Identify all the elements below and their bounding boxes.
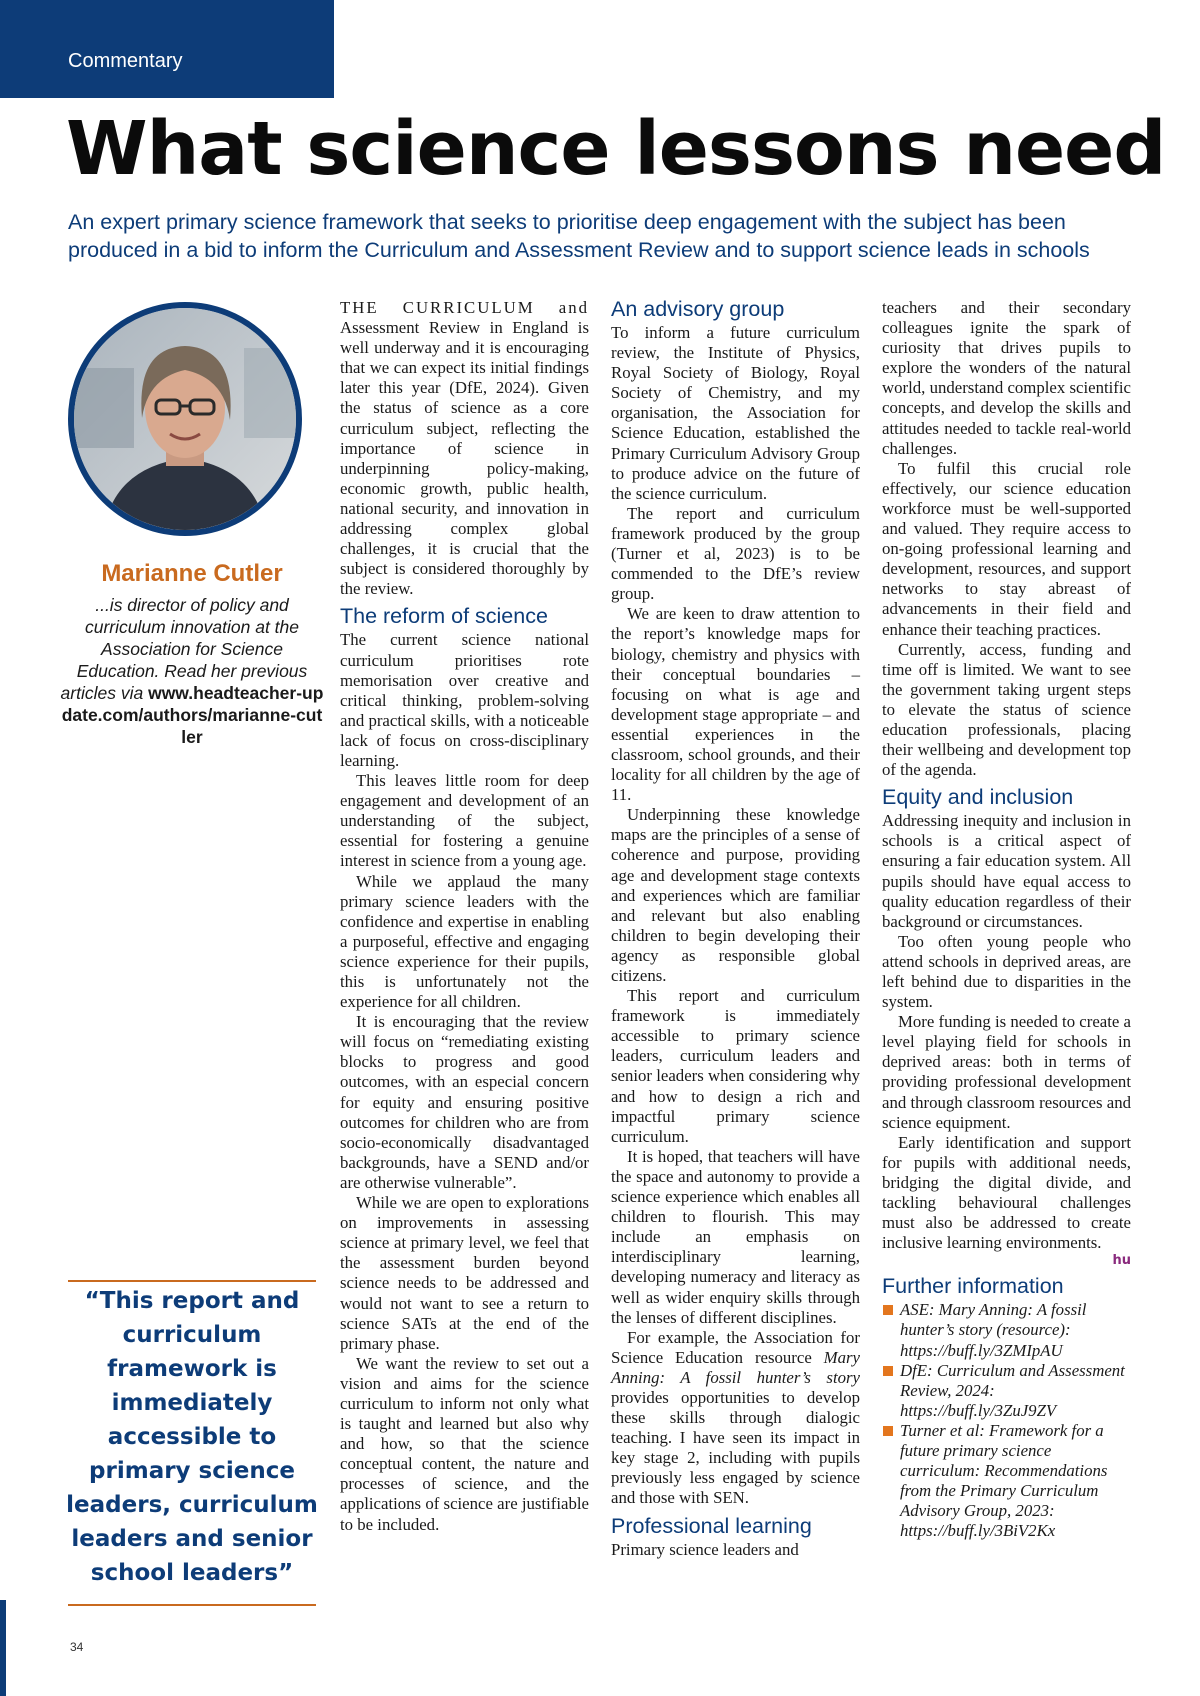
intro-body: Assessment Review in England is well underway and it is encouraging that we can expect its initial findings later this year (DfE, 2024). Given the status of science as a core curriculum subject, reflecting the importance of science in underpinning policy-making, economic growth, public health, national security, and innovation in addressing complex global challenges, it is crucial that the subject is considered thoroughly by the review. <box>340 318 589 599</box>
further-info-item[interactable]: DfE: Curriculum and Assessment Review, 2024: https://buff.ly/3ZuJ9ZV <box>882 1361 1131 1421</box>
body-paragraph: The current science national curriculum prioritises rote memorisation over creative and critical thinking, problem-solving and practical skills, with a noticeable lack of focus on cross-disciplinary learning. <box>340 630 589 770</box>
page-number: 34 <box>70 1640 84 1654</box>
heading-professional-learning: Professional learning <box>611 1513 812 1538</box>
author-bio-text: ...is director of policy and curriculum innovation at the Association for Science Education. Read her previous articles via <box>60 595 308 703</box>
author-name: Marianne Cutler <box>101 560 283 587</box>
body-paragraph: Primary science leaders and <box>611 1539 799 1559</box>
resource-title: Mary Anning: A fossil hunter’s story <box>611 1347 860 1387</box>
section-tab <box>0 0 334 98</box>
pull-quote: “This report and curriculum framework is immediately accessible to primary science leaders, curriculum leaders and senior school leaders” <box>66 1288 318 1586</box>
text-run: For example, the Association for Science Education resource <box>611 1327 860 1367</box>
body-paragraph: Underpinning these knowledge maps are the principles of a sense of coherence and purpose, providing age and development stage contexts and experiences which are familiar and relevant but also enabling children to begin developing their agency as responsible global citizens. <box>611 805 860 985</box>
body-paragraph: This leaves little room for deep engagement and development of an understanding of the subject, essential for fostering a genuine interest in science from a young age. <box>340 771 589 871</box>
article-column-1 <box>340 298 589 1535</box>
end-mark-logo: hu <box>1112 1253 1131 1269</box>
page-edge-bar <box>0 1600 6 1696</box>
body-paragraph: This report and curriculum framework is immediately accessible to primary science leaders, curriculum leaders and senior leaders when considering why and how to design a rich and impactful primary science curriculum. <box>611 986 860 1146</box>
heading-reform-of-science: The reform of science <box>340 604 548 629</box>
text-run: provides opportunities to develop these skills through dialogic teaching. I have seen its impact in key stage 2, including with pupils previously less engaged by science and those with SEN. <box>611 1387 860 1508</box>
author-bio <box>60 594 324 748</box>
body-paragraph: Currently, access, funding and time off is limited. We want to see the government taking urgent steps to elevate the status of science education professionals, placing their wellbeing and development top of the agenda. <box>882 639 1131 780</box>
further-info-item[interactable]: ASE: Mary Anning: A fossil hunter’s story (resource): https://buff.ly/3ZMIpAU <box>882 1300 1131 1360</box>
heading-advisory-group: An advisory group <box>611 297 785 321</box>
body-paragraph: While we applaud the many primary science leaders with the confidence and expertise in enabling a purposeful, effective and engaging science experience for their pupils, this is unfortunately not the experience for all children. <box>340 871 589 1012</box>
article-column-3 <box>882 298 1131 1541</box>
standfirst: An expert primary science framework that seeks to prioritise deep engagement with the subject has been produced in a bid to inform the Curriculum and Assessment Review and to support science leads in schools <box>68 210 1090 262</box>
body-paragraph: It is hoped, that teachers will have the space and autonomy to provide a science experience which enables all children to flourish. This may include an emphasis on interdisciplinary learning, developing numeracy and literacy as well as wider enquiry skills through the lenses of different disciplines. <box>611 1146 860 1327</box>
intro-lead-caps: THE CURRICULUM and <box>340 298 589 317</box>
further-info-item[interactable]: Turner et al: Framework for a future primary science curriculum: Recommendations from the Primary Curriculum Advisory Group, 2023: https://buff.ly/3BiV2Kx <box>882 1421 1131 1542</box>
body-paragraph: It is encouraging that the review will focus on “remediating existing blocks to progress and good outcomes, with an especial concern for equity and ensuring positive outcomes for children who are from socio-economically disadvantaged backgrounds, have a SEND and/or are otherwise vulnerable”. <box>340 1012 589 1192</box>
section-label: Commentary <box>68 50 183 72</box>
body-paragraph: Addressing inequity and inclusion in schools is a critical aspect of ensuring a fair education system. All pupils should have equal access to quality education regardless of their background or circumstances. <box>882 811 1131 931</box>
quote-rule-bottom <box>68 1604 316 1606</box>
quote-rule-top <box>68 1280 316 1282</box>
body-paragraph <box>611 1328 860 1509</box>
body-paragraph: We are keen to draw attention to the report’s knowledge maps for biology, chemistry and physics with their conceptual boundaries – focusing on what is age and development stage appropriate – and essential experiences in the classroom, school grounds, and their locality for all children by the age of 11. <box>611 604 860 805</box>
intro-paragraph <box>340 298 589 599</box>
body-paragraph: While we are open to explorations on improvements in assessing science at primary level, we feel that the assessment burden beyond science needs to be addressed and would not want to see a return to science SATs at the end of the primary phase. <box>340 1193 589 1353</box>
body-paragraph: teachers and their secondary colleagues ignite the spark of curiosity that drives pupils to explore the wonders of the natural world, understand complex scientific concepts, and develop the skills and attitudes needed to tackle real-world challenges. <box>882 298 1131 458</box>
author-articles-link[interactable]: www.headteacher-update.com/authors/marianne-cutler <box>61 683 324 747</box>
article-column-2 <box>611 298 860 1560</box>
further-info-list <box>882 1300 1131 1541</box>
body-paragraph: To inform a future curriculum review, the Institute of Physics, Royal Society of Biology, Royal Society of Chemistry, and my organisation, the Association for Science Education, established the Primary Curriculum Advisory Group to produce advice on the future of the science curriculum. <box>611 323 860 503</box>
heading-equity-and-inclusion: Equity and inclusion <box>882 785 1074 810</box>
author-photo <box>74 308 296 530</box>
headline: What science lessons need <box>66 106 1166 192</box>
heading-further-information: Further information <box>882 1274 1064 1299</box>
body-paragraph: The report and curriculum framework produced by the group (Turner et al, 2023) is to be commended to the DfE’s review group. <box>611 503 860 604</box>
author-portrait <box>68 302 302 536</box>
body-paragraph: We want the review to set out a vision and aims for the science curriculum to inform not only what is taught and learned but also why and how, so that the science conceptual content, the nature and processes of science, and the applications of science are justifiable to be included. <box>340 1353 589 1534</box>
body-paragraph: Early identification and support for pupils with additional needs, bridging the digital divide, and tackling behavioural challenges must also be addressed to create inclusive learning environments. <box>882 1132 1131 1253</box>
body-paragraph: Too often young people who attend schools in deprived areas, are left behind due to disparities in the system. <box>882 931 1131 1012</box>
body-paragraph: More funding is needed to create a level playing field for schools in deprived areas: both in terms of providing professional development and through classroom resources and science equipment. <box>882 1012 1131 1132</box>
body-paragraph: To fulfil this crucial role effectively, our science education workforce must be well-supported and valued. They require access to on-going professional learning and development, resources, and support networks to stay abreast of advancements in their field and enhance their teaching practices. <box>882 458 1131 639</box>
